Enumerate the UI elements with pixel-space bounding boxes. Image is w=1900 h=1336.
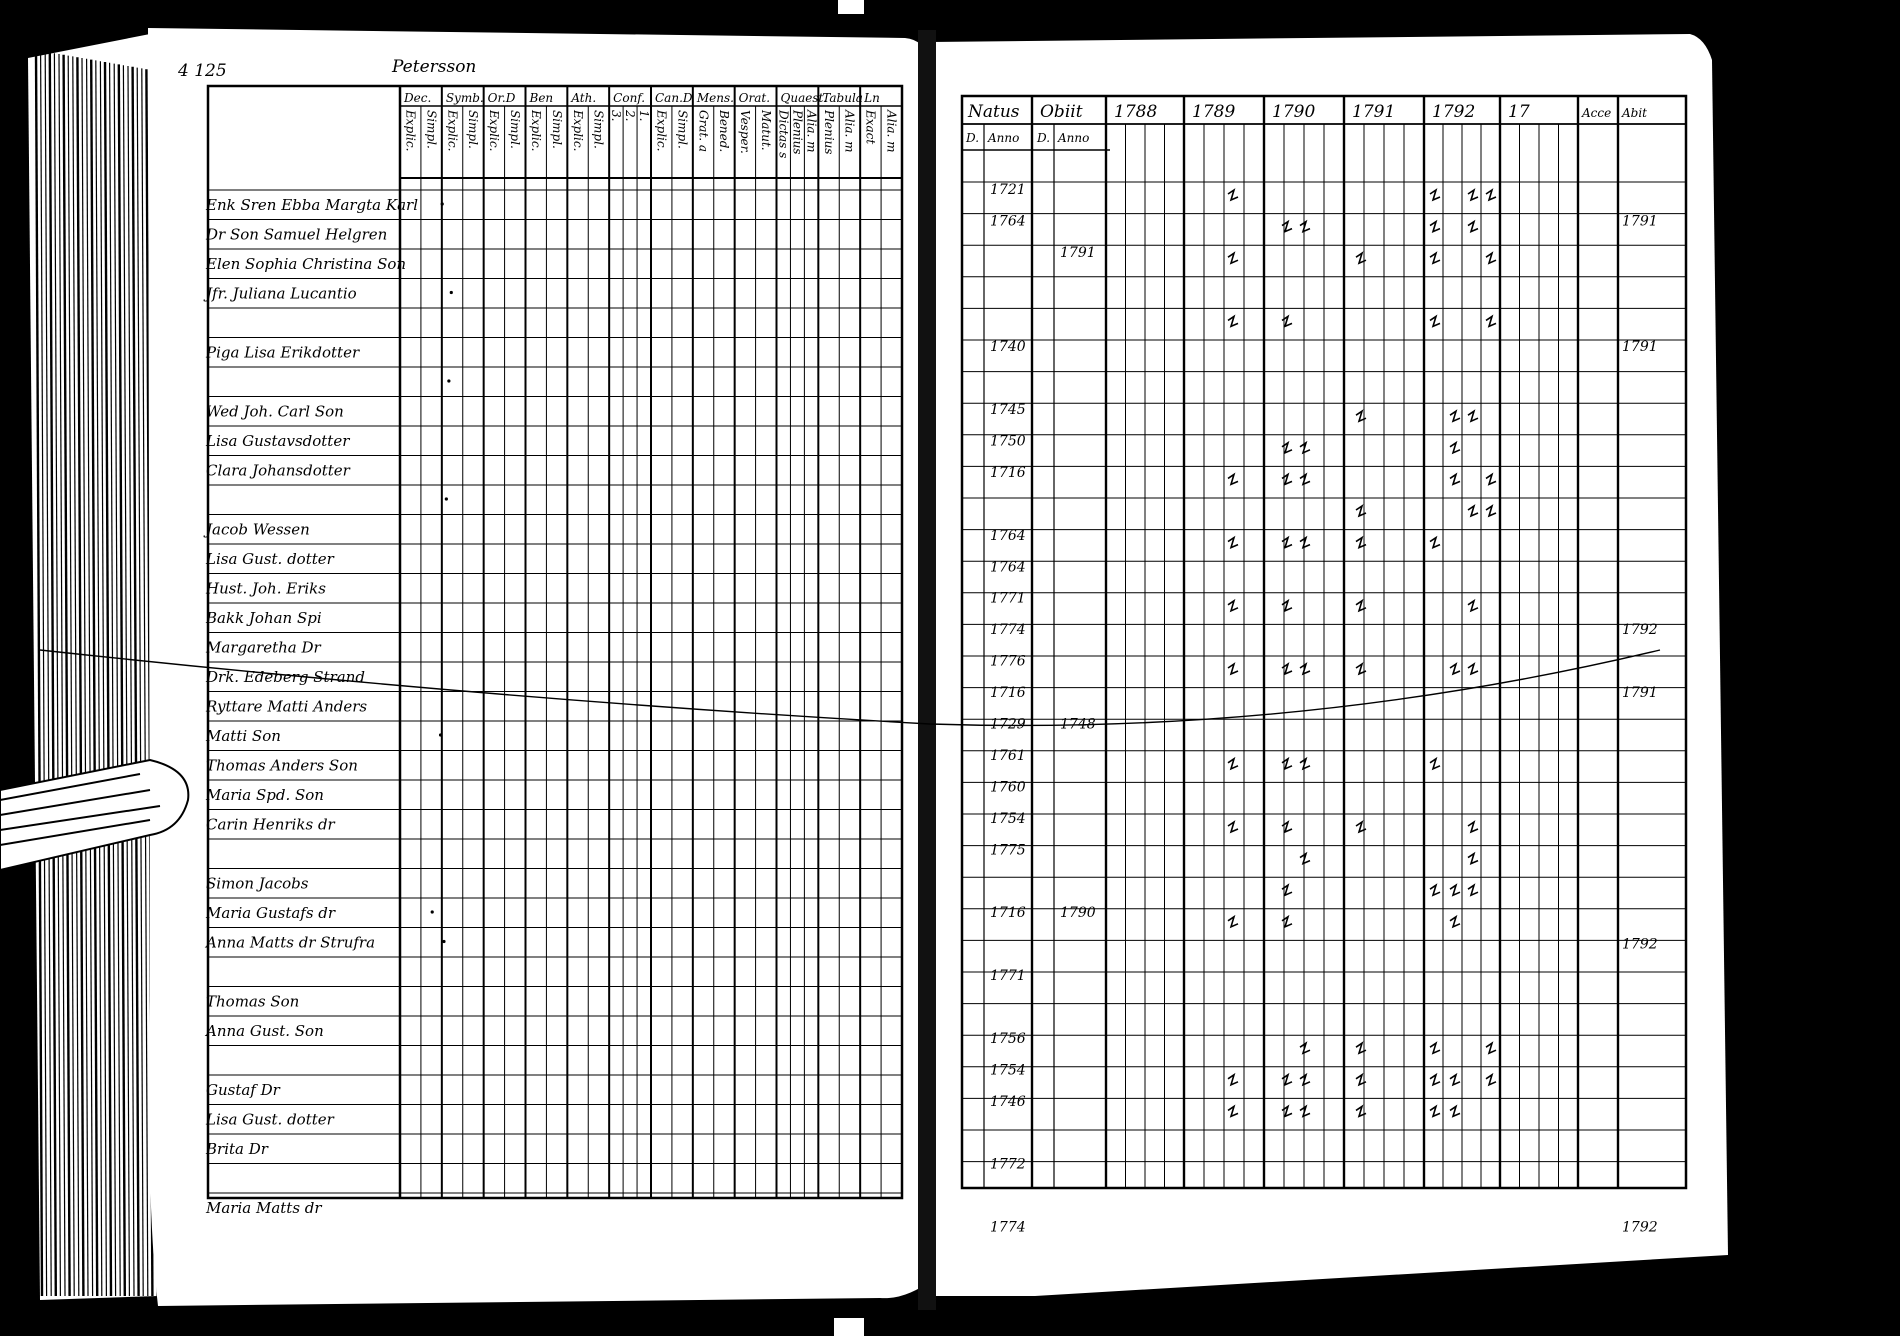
year-column-header: 17 xyxy=(1508,102,1530,122)
birth-year: 1740 xyxy=(990,339,1026,356)
birth-year: 1764 xyxy=(990,527,1026,544)
column-subheader: Simpl. xyxy=(466,110,481,149)
birth-year: 1721 xyxy=(990,182,1026,198)
year-column-header: 1791 xyxy=(1352,102,1396,122)
abiit-year: 1791 xyxy=(1622,213,1658,230)
death-year: 1790 xyxy=(1060,905,1096,922)
birth-year: 1771 xyxy=(990,590,1026,607)
column-header: Ben xyxy=(529,91,554,105)
register-name: Clara Johansdotter xyxy=(206,461,350,480)
obiit-year-header: Anno xyxy=(1058,131,1090,145)
column-subheader: Grat. a xyxy=(696,110,711,153)
birth-year: 1774 xyxy=(990,1219,1026,1236)
register-name: Thomas Anders Son xyxy=(206,756,358,775)
birth-year: 1776 xyxy=(990,653,1026,670)
column-subheader: Plenius xyxy=(821,110,836,155)
right-page xyxy=(930,34,1728,1296)
register-name: Wed Joh. Carl Son xyxy=(206,402,344,421)
natus-year-header: Anno xyxy=(988,131,1020,145)
register-name: Drk. Edeberg Strand xyxy=(206,668,365,686)
birth-year: 1771 xyxy=(990,968,1026,985)
birth-year: 1745 xyxy=(990,402,1026,419)
column-subheader: Explic. xyxy=(570,110,585,152)
birth-year: 1716 xyxy=(990,685,1026,702)
birth-year: 1716 xyxy=(990,464,1026,481)
column-subheader: Simpl. xyxy=(591,110,606,149)
register-name: Anna Matts dr Strufra xyxy=(206,933,376,952)
birth-year: 1764 xyxy=(990,213,1026,230)
column-subheader: Simpl. xyxy=(424,110,439,149)
register-name: Simon Jacobs xyxy=(206,874,309,893)
column-subheader: Explic. xyxy=(487,110,502,152)
column-header: Tabula xyxy=(822,91,863,105)
birth-year: 1754 xyxy=(990,1062,1026,1079)
column-subheader: Explic. xyxy=(403,110,418,152)
natus-day-header: D. xyxy=(966,131,980,145)
birth-year: 1729 xyxy=(990,716,1026,733)
column-header: Can.D xyxy=(655,91,693,105)
column-header: Ln xyxy=(864,91,880,105)
abiit-year: 1791 xyxy=(1622,685,1658,702)
natus-header: Natus xyxy=(968,102,1020,122)
abiit-header: Abit xyxy=(1622,106,1648,120)
gutter-shadow xyxy=(918,30,936,1310)
birth-year: 1760 xyxy=(990,779,1026,796)
column-header: Or.D xyxy=(487,91,516,105)
page-surname-label: Petersson xyxy=(392,57,477,77)
column-subheader: Explic. xyxy=(528,110,543,152)
register-name: Brita Dr xyxy=(206,1140,268,1158)
column-subheader: Vesper. xyxy=(738,110,753,154)
register-name: Dr Son Samuel Helgren xyxy=(206,225,388,244)
register-name: Piga Lisa Erikdotter xyxy=(206,343,360,362)
ink-dot xyxy=(439,733,442,736)
corner-note: 4 125 xyxy=(178,61,227,81)
column-subheader: Simpl. xyxy=(508,110,523,149)
column-header: Orat. xyxy=(738,91,771,105)
abiit-year: 1792 xyxy=(1622,936,1658,953)
column-subheader: Bened. xyxy=(717,110,732,153)
column-subheader: Simpl. xyxy=(675,110,690,149)
column-subheader: Simpl. xyxy=(549,110,564,149)
register-name: Lisa Gust. dotter xyxy=(206,1110,334,1129)
birth-year: 1761 xyxy=(990,747,1026,764)
register-name: Jfr. Juliana Lucantio xyxy=(206,284,357,303)
column-subheader: Plenius xyxy=(790,110,805,155)
column-header: Symb. xyxy=(445,91,484,105)
binding-marks-bottom xyxy=(834,1318,864,1336)
column-subheader: Alia. m xyxy=(842,110,857,153)
column-subheader: Explic. xyxy=(654,110,669,152)
register-name: Ryttare Matti Anders xyxy=(206,697,368,716)
column-header: Mens. xyxy=(696,91,734,105)
death-year: 1748 xyxy=(1060,716,1096,733)
column-header: Conf. xyxy=(613,91,646,105)
column-header: Ath. xyxy=(571,91,597,105)
birth-year: 1764 xyxy=(990,559,1026,576)
column-subheader: Explic. xyxy=(445,110,460,152)
column-header: Dec. xyxy=(404,91,432,105)
register-name: Elen Sophia Christina Son xyxy=(206,255,407,273)
register-name: Anna Gust. Son xyxy=(206,1022,324,1040)
obiit-header: Obiit xyxy=(1040,102,1083,122)
register-name: Enk Sren Ebba Margta Karl xyxy=(206,196,419,214)
column-subheader: 3. xyxy=(609,110,624,122)
binding-marks-top xyxy=(838,0,864,14)
page-edge-stack xyxy=(28,34,158,1300)
birth-year: 1746 xyxy=(990,1093,1026,1110)
register-name: Thomas Son xyxy=(206,992,300,1011)
accessit-header: Acce xyxy=(1582,106,1612,120)
register-name: Lisa Gustavsdotter xyxy=(206,432,350,450)
ink-dot xyxy=(442,940,445,943)
birth-year: 1756 xyxy=(990,1030,1026,1047)
ink-dot xyxy=(450,291,453,294)
year-column-header: 1792 xyxy=(1432,102,1476,122)
register-name: Matti Son xyxy=(206,727,281,745)
register-name: Gustaf Dr xyxy=(206,1081,280,1099)
birth-year: 1754 xyxy=(990,810,1026,827)
birth-year: 1772 xyxy=(990,1156,1026,1173)
year-column-header: 1789 xyxy=(1192,102,1236,122)
column-header: Quaest. xyxy=(780,91,828,105)
column-subheader: 2. xyxy=(623,110,638,122)
birth-year: 1774 xyxy=(990,622,1026,639)
birth-year: 1716 xyxy=(990,905,1026,922)
register-name: Carin Henriks dr xyxy=(206,815,335,834)
ink-dot xyxy=(431,910,434,913)
abiit-year: 1792 xyxy=(1622,622,1658,639)
ink-dot xyxy=(445,497,448,500)
year-column-header: 1788 xyxy=(1114,102,1158,122)
column-subheader: Dictas s xyxy=(776,110,791,159)
ink-dot xyxy=(447,379,450,382)
column-subheader: Alia. m xyxy=(884,110,899,153)
register-name: Hust. Joh. Eriks xyxy=(206,579,326,598)
column-subheader: 1. xyxy=(637,110,652,122)
year-column-header: 1790 xyxy=(1272,102,1316,122)
birth-year: 1750 xyxy=(990,433,1026,450)
register-name: Jacob Wessen xyxy=(206,520,310,539)
ink-dot xyxy=(441,202,444,205)
register-name: Maria Matts dr xyxy=(206,1199,322,1217)
register-name: Maria Spd. Son xyxy=(206,786,324,804)
register-name: Maria Gustafs dr xyxy=(206,904,336,922)
column-subheader: Alia. m xyxy=(804,110,819,153)
obiit-day-header: D. xyxy=(1037,131,1051,145)
register-name: Margaretha Dr xyxy=(206,638,321,657)
birth-year: 1775 xyxy=(990,842,1026,859)
death-year: 1791 xyxy=(1060,244,1096,261)
register-name: Bakk Johan Spi xyxy=(206,609,322,627)
column-subheader: Matut. xyxy=(759,110,774,151)
abiit-year: 1791 xyxy=(1622,339,1658,356)
abiit-year: 1792 xyxy=(1622,1219,1658,1236)
column-subheader: Exact xyxy=(863,110,878,145)
register-name: Lisa Gust. dotter xyxy=(206,550,334,568)
